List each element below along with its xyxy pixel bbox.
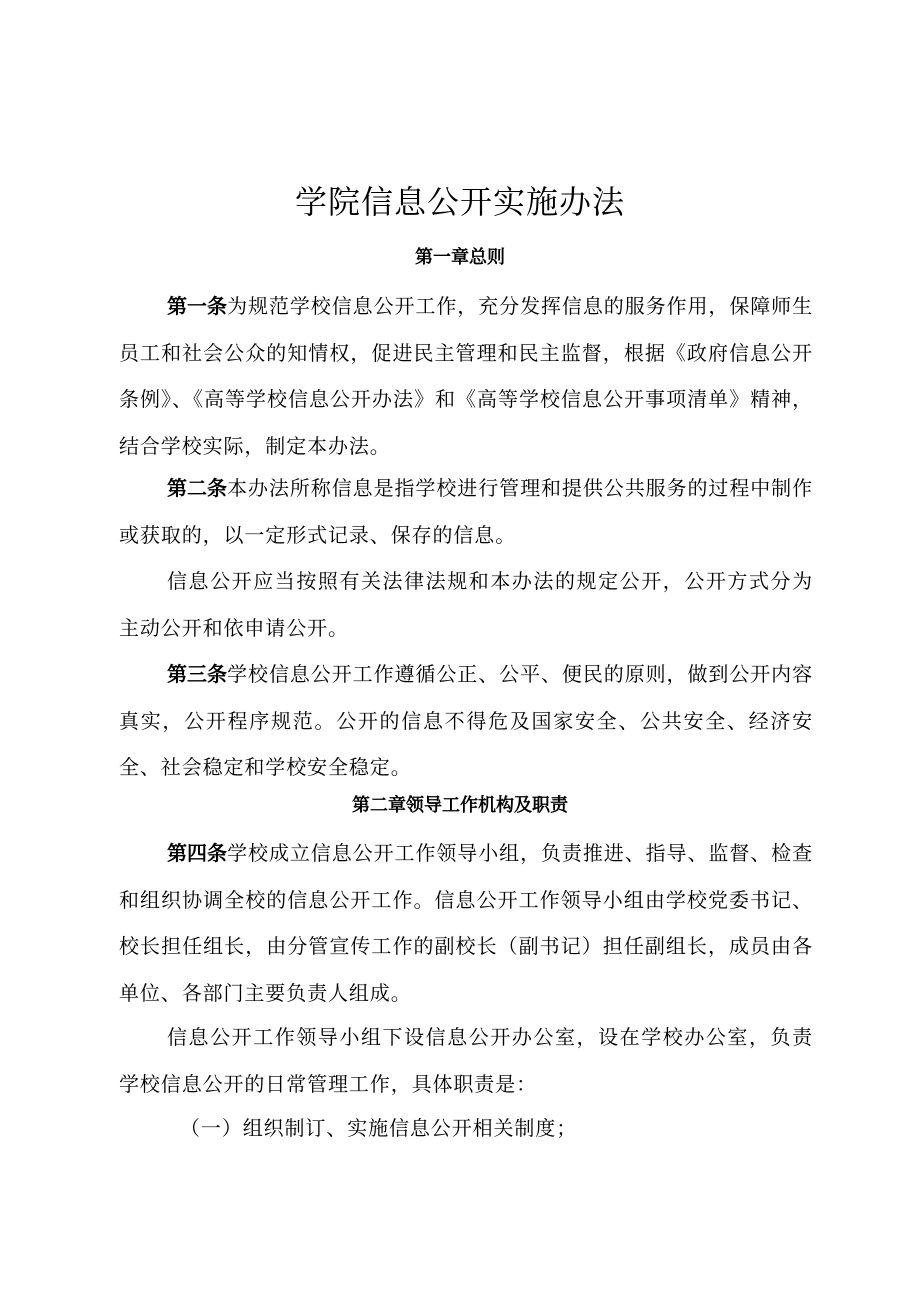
article-text: 学校信息公开工作遵循公正、公平、便民的原则，做到公开内容真实，公开程序规范。公开的信息不得危及国家安全、公共安全、经济安全、社会稳定和学校安全稳定。: [119, 662, 814, 779]
chapter-heading-2: 第二章领导工作机构及职责: [352, 795, 568, 816]
article-4: [119, 830, 813, 1016]
article-label: 第四条: [167, 841, 228, 865]
paragraph-office-duties: [119, 1014, 813, 1107]
article-label: 第一条: [167, 294, 228, 318]
article-label: 第二条: [167, 476, 228, 500]
article-text: 为规范学校信息公开工作，充分发挥信息的服务作用，保障师生员工和社会公众的知情权，促进民主管理和民主监督，根据《政府信息公开条例》、《高等学校信息公开办法》和《高等学校信息公开事项清单》精神，结合学校实际，制定本办法。: [119, 294, 814, 458]
article-text: 本办法所称信息是指学校进行管理和提供公共服务的过程中制作或获取的，以一定形式记录、保存的信息。: [119, 476, 814, 547]
article-3: [119, 651, 813, 791]
article-2: [119, 465, 813, 558]
article-label: 第三条: [167, 662, 228, 686]
paragraph-text: 信息公开应当按照有关法律法规和本办法的规定公开，公开方式分为主动公开和依申请公开。: [119, 569, 813, 640]
paragraph-text: 信息公开工作领导小组下设信息公开办公室，设在学校办公室，负责学校信息公开的日常管理工作，具体职责是：: [119, 1025, 813, 1096]
paragraph-disclosure-methods: [119, 558, 813, 651]
article-1: [119, 283, 813, 469]
chapter-heading-1: 第一章总则: [415, 247, 505, 268]
list-item: （一）组织制订、实施信息公开相关制度；: [180, 1116, 578, 1140]
document-title: 学院信息公开实施办法: [294, 183, 625, 221]
article-text: 学校成立信息公开工作领导小组，负责推进、指导、监督、检查和组织协调全校的信息公开工作。信息公开工作领导小组由学校党委书记、校长担任组长，由分管宣传工作的副校长（副书记）担任副组长，成员由各单位、各部门主要负责人组成。: [119, 841, 814, 1005]
